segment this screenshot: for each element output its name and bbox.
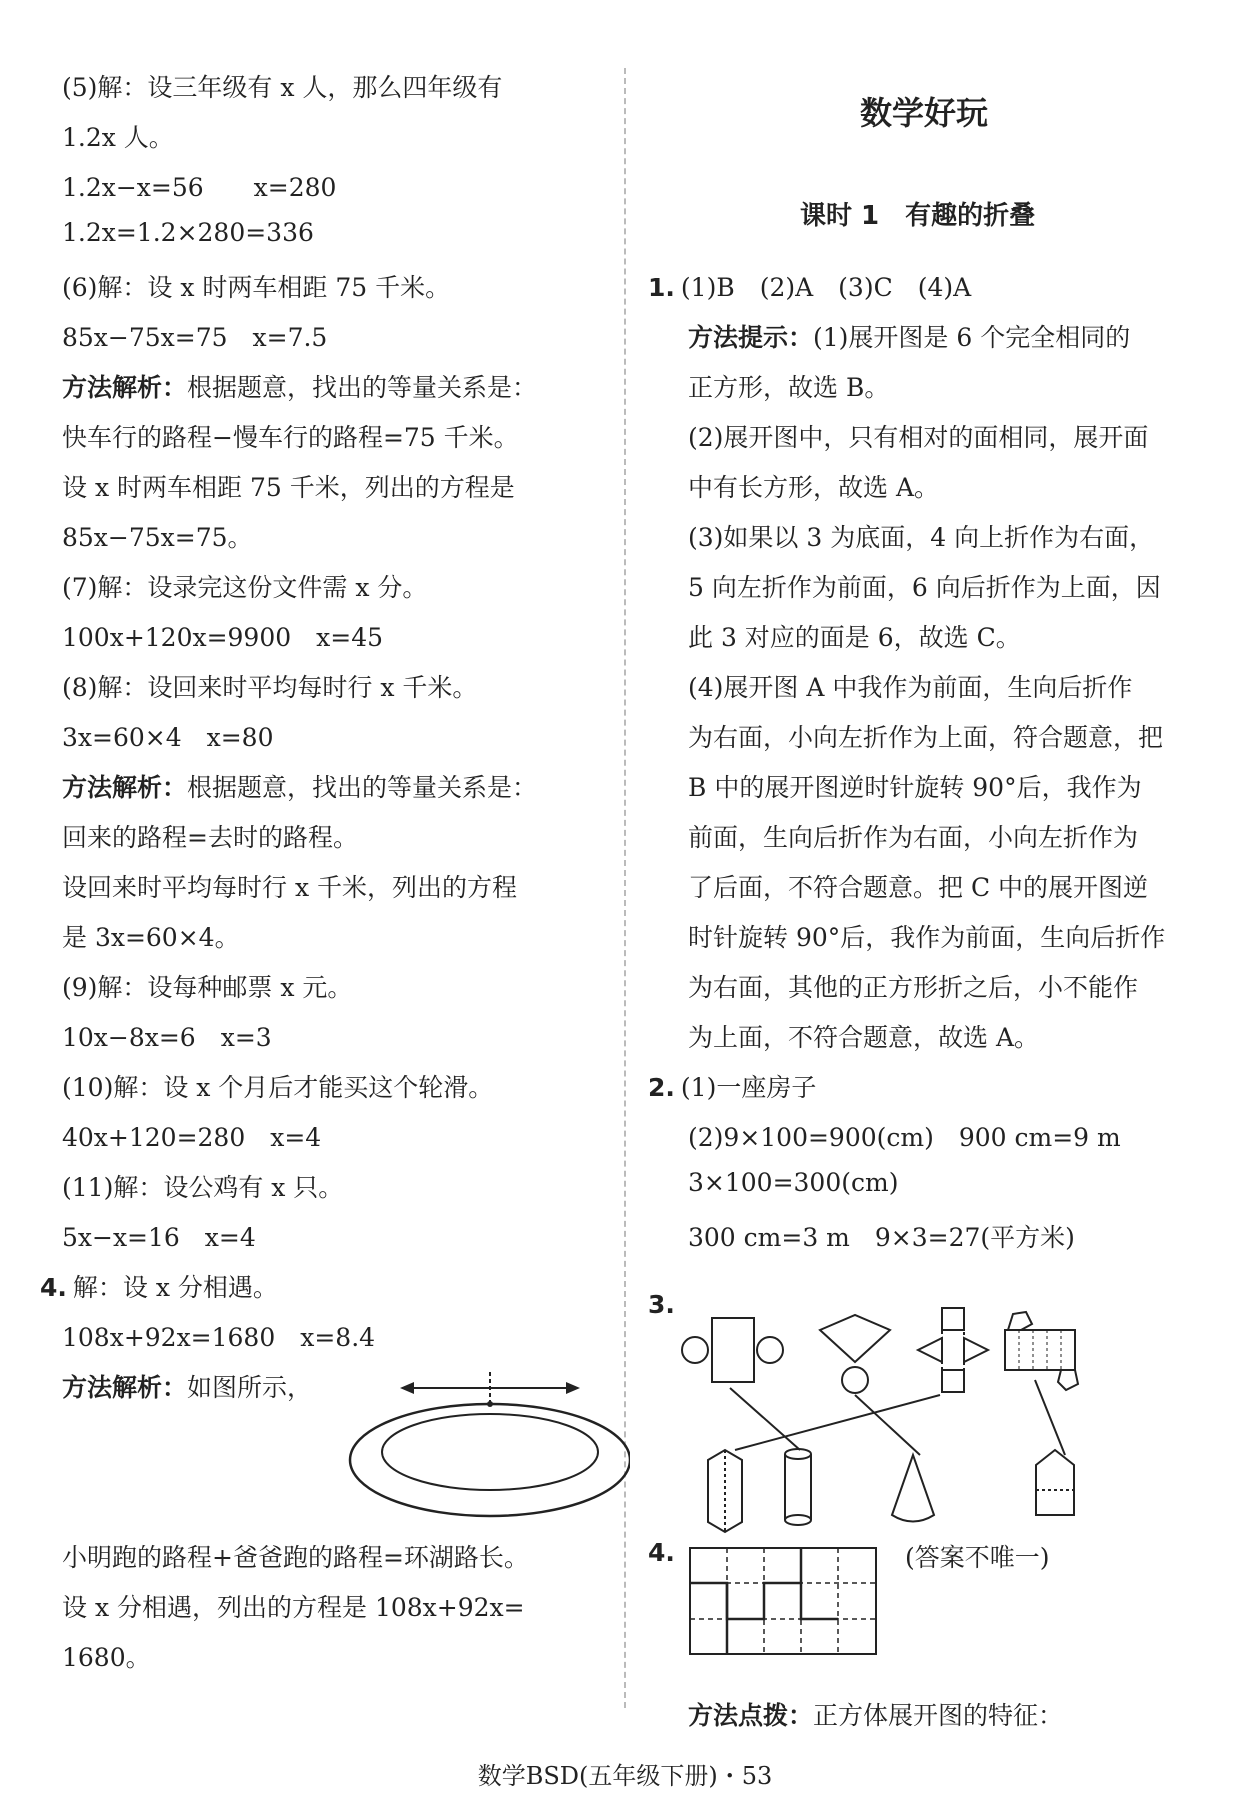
right-line [688,918,1165,954]
page-footer: 数学BSD(五年级下册)・53 [477,1762,773,1790]
line-text: (2)展开图中，只有相对的面相同，展开面 [688,423,1149,452]
left-line [62,1068,493,1104]
line-text: (3)如果以 3 为底面，4 向上折作为右面， [688,523,1155,552]
left-line [62,168,336,204]
left-line [62,518,253,554]
left-line [62,1018,272,1054]
right-line [648,1538,681,1567]
left-line [62,1318,375,1354]
line-text: 1680。 [62,1643,151,1672]
left-line [62,68,502,104]
line-text: (10)解：设 x 个月后才能买这个轮滑。 [62,1073,494,1102]
line-text: 设回来时平均每时行 x 千米，列出的方程 [62,873,517,902]
nets-matching-diagram [680,1300,1100,1560]
right-line [688,818,1138,854]
line-text: 85x−75x=75。 [62,523,253,552]
section-title: 数学好玩 [860,94,989,132]
line-text: 小明跑的路程+爸爸跑的路程=环湖路长。 [62,1543,529,1572]
left-line [62,768,537,804]
line-text: (9)解：设每种邮票 x 元。 [62,973,353,1002]
line-text: 300 cm=3 m 9×3=27(平方米) [688,1223,1075,1252]
left-line [40,1268,278,1304]
line-text: 中有长方形，故选 A。 [688,473,940,502]
line-text: 为上面，不符合题意，故选 A。 [688,1023,1040,1052]
line-text: 为右面，小向左折作为上面，符合题意，把 [688,723,1164,752]
right-line [688,518,1154,554]
left-line [62,918,240,954]
line-text: 正方体展开图的特征： [813,1701,1064,1730]
question-number: 3. [648,1290,675,1319]
cube-net-grid [688,1546,878,1656]
left-line [62,1638,151,1674]
question-number: 1. [648,273,675,302]
line-text: 如图所示， [187,1373,313,1402]
right-line [688,1218,1075,1254]
left-line [62,368,537,404]
line-text: 10x−8x=6 x=3 [62,1023,272,1052]
method-label: 方法解析： [62,773,188,802]
line-text: 解：设 x 分相遇。 [72,1273,278,1302]
left-line [62,1168,343,1204]
line-text: 正方形，故选 B。 [688,373,890,402]
lesson-title: 课时 1 有趣的折叠 [800,201,1036,231]
line-text: (1)B (2)A (3)C (4)A [680,273,972,302]
left-line [62,1538,529,1574]
line-text: 回来的路程=去时的路程。 [62,823,358,852]
right-line [688,1018,1039,1054]
track-diagram [330,1370,630,1520]
right-line [648,1290,681,1319]
right-line [688,668,1132,704]
left-line [62,818,358,854]
line-text: (1)一座房子 [680,1073,817,1102]
line-text: 根据题意，找出的等量关系是： [187,773,538,802]
line-text: 5 向左折作为前面，6 向后折作为上面，因 [688,573,1161,602]
left-line [62,1118,321,1154]
left-line [62,1368,312,1404]
right-line [688,368,889,404]
q4-note: (答案不唯一) [905,1543,1050,1572]
left-line [62,668,477,704]
left-line [62,568,427,604]
right-line [688,318,1130,354]
line-text: 为右面，其他的正方形折之后，小不能作 [688,973,1139,1002]
line-text: 85x−75x=75 x=7.5 [62,323,328,352]
method-label: 方法解析： [62,1373,188,1402]
method-label: 方法解析： [62,373,188,402]
right-line [688,968,1138,1004]
line-text: 是 3x=60×4。 [62,923,240,952]
right-line [648,268,971,304]
question-number: 2. [648,1073,675,1102]
line-text: (7)解：设录完这份文件需 x 分。 [62,573,428,602]
left-line [62,318,327,354]
method-label: 方法提示： [688,323,814,352]
line-text: 3x=60×4 x=80 [62,723,274,752]
right-line [688,1118,1121,1154]
left-line [62,868,517,904]
line-text: B 中的展开图逆时针旋转 90°后，我作为 [688,773,1142,802]
line-text: (1)展开图是 6 个完全相同的 [813,323,1131,352]
left-line [62,268,450,304]
right-line [688,618,1021,654]
right-line [688,468,939,504]
line-text: 1.2x 人。 [62,123,174,152]
right-line [688,1696,1063,1732]
line-text: (11)解：设公鸡有 x 只。 [62,1173,344,1202]
line-text: 100x+120x=9900 x=45 [62,623,384,652]
line-text: (6)解：设 x 时两车相距 75 千米。 [62,273,451,302]
left-line [62,968,352,1004]
line-text: 时针旋转 90°后，我作为前面，生向后折作 [688,923,1166,952]
left-line [62,418,519,454]
left-line [62,218,314,247]
question-number: 4. [40,1273,67,1302]
line-text: (4)展开图 A 中我作为前面，生向后折作 [688,673,1133,702]
line-text: 前面，生向后折作为右面，小向左折作为 [688,823,1139,852]
line-text: (8)解：设回来时平均每时行 x 千米。 [62,673,478,702]
line-text: 5x−x=16 x=4 [62,1223,256,1252]
right-line [688,718,1163,754]
line-text: 设 x 分相遇，列出的方程是 108x+92x= [62,1593,525,1622]
line-text: 了后面，不符合题意。把 C 中的展开图逆 [688,873,1149,902]
line-text: 108x+92x=1680 x=8.4 [62,1323,376,1352]
line-text: 1.2x−x=56 x=280 [62,173,337,202]
left-line [62,118,174,154]
left-line [62,618,383,654]
right-line [688,568,1161,604]
question-number: 4. [648,1538,675,1567]
method-label: 方法点拨： [688,1701,814,1730]
left-line [62,1588,525,1624]
right-line [688,418,1148,454]
line-text: 此 3 对应的面是 6，故选 C。 [688,623,1021,652]
left-line [62,468,515,504]
line-text: (2)9×100=900(cm) 900 cm=9 m [688,1123,1121,1152]
line-text: 快车行的路程−慢车行的路程=75 千米。 [62,423,519,452]
right-line [688,768,1142,804]
line-text: 1.2x=1.2×280=336 [62,218,314,247]
line-text: 根据题意，找出的等量关系是： [187,373,538,402]
line-text: 3×100=300(cm) [688,1168,899,1197]
right-line [688,868,1148,904]
right-line [688,1168,898,1197]
line-text: (5)解：设三年级有 x 人，那么四年级有 [62,73,503,102]
line-text: 设 x 时两车相距 75 千米，列出的方程是 [62,473,515,502]
right-line [648,1068,816,1104]
line-text: 40x+120=280 x=4 [62,1123,322,1152]
left-line [62,1218,256,1254]
left-line [62,718,273,754]
